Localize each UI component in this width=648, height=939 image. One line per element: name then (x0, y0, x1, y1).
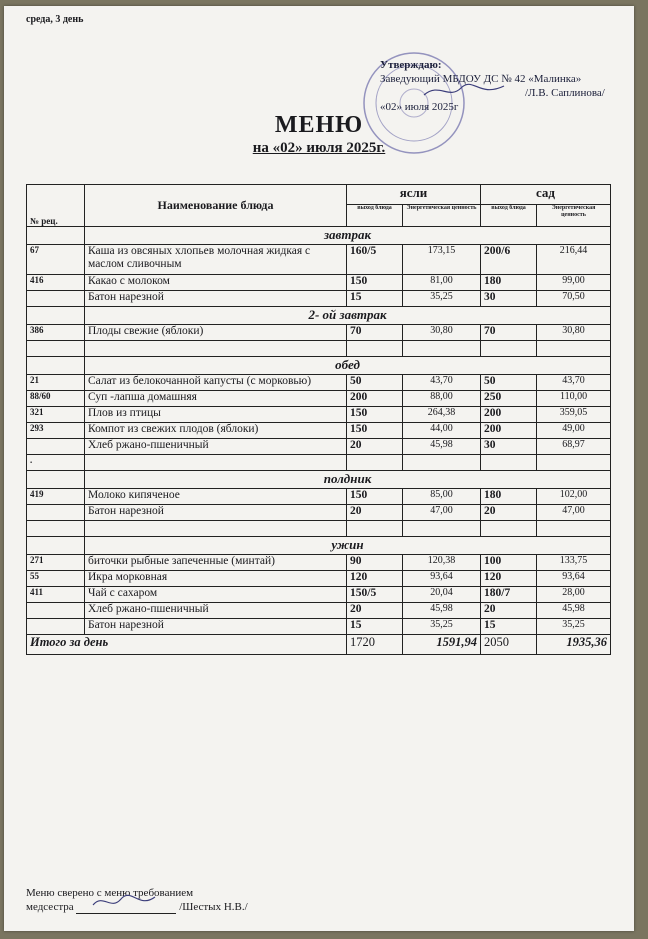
energy-nursery: 44,00 (403, 423, 481, 439)
recipe-number (27, 341, 85, 357)
energy-nursery: 45,98 (403, 439, 481, 455)
dish-name: Плов из птицы (85, 407, 347, 423)
section-rec-cell (27, 357, 85, 375)
table-row (27, 505, 611, 521)
recipe-number: 21 (27, 375, 85, 391)
dish-name: Какао с молоком (85, 275, 347, 291)
dish-name: Плоды свежие (яблоки) (85, 325, 347, 341)
section-row (27, 357, 611, 375)
recipe-number: 271 (27, 555, 85, 571)
yield-kindergarten: 30 (481, 439, 537, 455)
yield-nursery: 20 (347, 505, 403, 521)
approval-name: /Л.В. Саплинова/ (525, 87, 605, 99)
recipe-number: 88/60 (27, 391, 85, 407)
energy-kindergarten: 43,70 (537, 375, 611, 391)
section-title: ужин (85, 537, 611, 555)
approval-title: Утверждаю: (380, 59, 442, 71)
energy-kindergarten (537, 521, 611, 537)
table-row (27, 407, 611, 423)
table-row (27, 375, 611, 391)
header-nursery: ясли (347, 185, 481, 205)
yield-kindergarten: 20 (481, 505, 537, 521)
recipe-number (27, 619, 85, 635)
energy-kindergarten: 70,50 (537, 291, 611, 307)
section-rec-cell (27, 307, 85, 325)
energy-nursery: 47,00 (403, 505, 481, 521)
total-yield-kindergarten: 2050 (481, 635, 537, 655)
header-rec: № рец. (27, 185, 85, 227)
section-rec-cell (27, 537, 85, 555)
total-label: Итого за день (27, 635, 347, 655)
energy-nursery: 35,25 (403, 291, 481, 307)
yield-nursery: 90 (347, 555, 403, 571)
section-rec-cell (27, 471, 85, 489)
yield-kindergarten: 180/7 (481, 587, 537, 603)
yield-kindergarten: 250 (481, 391, 537, 407)
dish-name: биточки рыбные запеченные (минтай) (85, 555, 347, 571)
section-title: 2- ой завтрак (85, 307, 611, 325)
table-row (27, 439, 611, 455)
yield-kindergarten: 70 (481, 325, 537, 341)
recipe-number (27, 291, 85, 307)
energy-kindergarten: 68,97 (537, 439, 611, 455)
table-row (27, 521, 611, 537)
energy-kindergarten: 49,00 (537, 423, 611, 439)
energy-kindergarten: 133,75 (537, 555, 611, 571)
yield-nursery: 150 (347, 423, 403, 439)
table-row (27, 423, 611, 439)
table-row (27, 341, 611, 357)
director-signature-icon (419, 80, 509, 102)
yield-nursery (347, 341, 403, 357)
footer-note: Меню сверено с меню требованием (26, 887, 194, 899)
yield-nursery: 15 (347, 619, 403, 635)
energy-nursery: 20,04 (403, 587, 481, 603)
energy-nursery: 43,70 (403, 375, 481, 391)
recipe-number: 55 (27, 571, 85, 587)
nurse-signature-icon (89, 893, 159, 911)
dish-name (85, 341, 347, 357)
section-rec-cell (27, 227, 85, 245)
energy-nursery: 30,80 (403, 325, 481, 341)
yield-nursery: 50 (347, 375, 403, 391)
total-yield-nursery: 1720 (347, 635, 403, 655)
yield-nursery: 120 (347, 571, 403, 587)
yield-kindergarten: 100 (481, 555, 537, 571)
energy-nursery (403, 341, 481, 357)
recipe-number: 386 (27, 325, 85, 341)
footer-nurse-label: медсестра (26, 901, 74, 913)
recipe-number: 293 (27, 423, 85, 439)
yield-kindergarten: 200 (481, 407, 537, 423)
dish-name: Каша из овсяных хлопьев молочная жидкая с маслом сливочным (85, 245, 347, 275)
section-row (27, 307, 611, 325)
footer-nurse-name: /Шестых Н.В./ (179, 901, 248, 913)
dish-name: Чай с сахаром (85, 587, 347, 603)
nurse-signature-line (76, 913, 176, 914)
energy-nursery: 264,38 (403, 407, 481, 423)
energy-kindergarten: 359,05 (537, 407, 611, 423)
recipe-number (27, 439, 85, 455)
yield-kindergarten: 180 (481, 489, 537, 505)
energy-nursery: 35,25 (403, 619, 481, 635)
energy-kindergarten: 35,25 (537, 619, 611, 635)
yield-kindergarten: 15 (481, 619, 537, 635)
total-row (27, 635, 611, 655)
energy-nursery: 45,98 (403, 603, 481, 619)
recipe-number: 321 (27, 407, 85, 423)
energy-kindergarten: 99,00 (537, 275, 611, 291)
yield-kindergarten: 50 (481, 375, 537, 391)
yield-nursery (347, 521, 403, 537)
header-dish: Наименование блюда (85, 185, 347, 227)
dish-name: Хлеб ржано-пшеничный (85, 439, 347, 455)
recipe-number (27, 521, 85, 537)
dish-name: Салат из белокочанной капусты (с морковью) (85, 375, 347, 391)
energy-kindergarten: 28,00 (537, 587, 611, 603)
yield-kindergarten (481, 455, 537, 471)
table-row (27, 619, 611, 635)
energy-kindergarten: 216,44 (537, 245, 611, 275)
energy-nursery (403, 455, 481, 471)
energy-nursery: 173,15 (403, 245, 481, 275)
table-row (27, 391, 611, 407)
approval-date: «02» июля 2025г (380, 101, 459, 113)
dish-name: Батон нарезной (85, 291, 347, 307)
yield-kindergarten: 30 (481, 291, 537, 307)
table-row (27, 455, 611, 471)
menu-sheet (4, 6, 634, 931)
subheader-yield: выход блюда (481, 205, 537, 227)
table-row (27, 245, 611, 275)
section-row (27, 227, 611, 245)
yield-kindergarten: 20 (481, 603, 537, 619)
yield-nursery: 70 (347, 325, 403, 341)
yield-kindergarten: 200 (481, 423, 537, 439)
recipe-number: . (27, 455, 85, 471)
recipe-number (27, 505, 85, 521)
dish-name: Батон нарезной (85, 619, 347, 635)
table-row (27, 489, 611, 505)
subheader-yield: выход блюда (347, 205, 403, 227)
table-row (27, 275, 611, 291)
subheader-energy: Энергетическая ценность (537, 205, 611, 227)
yield-kindergarten: 180 (481, 275, 537, 291)
energy-kindergarten: 93,64 (537, 571, 611, 587)
section-row (27, 471, 611, 489)
table-row (27, 291, 611, 307)
energy-nursery (403, 521, 481, 537)
header-kindergarten: сад (481, 185, 611, 205)
dish-name: Суп -лапша домашняя (85, 391, 347, 407)
page-subtitle: на «02» июля 2025г. (252, 140, 386, 156)
dish-name: Молоко кипяченое (85, 489, 347, 505)
table-row (27, 587, 611, 603)
yield-nursery: 150/5 (347, 587, 403, 603)
subheader-energy: Энергетическая ценность (403, 205, 481, 227)
yield-nursery: 15 (347, 291, 403, 307)
yield-nursery: 150 (347, 275, 403, 291)
dish-name: Компот из свежих плодов (яблоки) (85, 423, 347, 439)
section-title: полдник (85, 471, 611, 489)
yield-kindergarten: 200/6 (481, 245, 537, 275)
yield-kindergarten (481, 341, 537, 357)
recipe-number: 416 (27, 275, 85, 291)
energy-nursery: 85,00 (403, 489, 481, 505)
energy-nursery: 81,00 (403, 275, 481, 291)
dish-name: Хлеб ржано-пшеничный (85, 603, 347, 619)
yield-nursery (347, 455, 403, 471)
energy-kindergarten: 110,00 (537, 391, 611, 407)
section-title: завтрак (85, 227, 611, 245)
energy-kindergarten: 30,80 (537, 325, 611, 341)
dish-name: Батон нарезной (85, 505, 347, 521)
total-energy-nursery: 1591,94 (403, 635, 481, 655)
dish-name (85, 455, 347, 471)
yield-nursery: 20 (347, 603, 403, 619)
recipe-number: 67 (27, 245, 85, 275)
table-row (27, 555, 611, 571)
yield-nursery: 160/5 (347, 245, 403, 275)
recipe-number: 411 (27, 587, 85, 603)
energy-kindergarten: 47,00 (537, 505, 611, 521)
energy-nursery: 88,00 (403, 391, 481, 407)
recipe-number (27, 603, 85, 619)
energy-kindergarten (537, 341, 611, 357)
energy-nursery: 93,64 (403, 571, 481, 587)
table-row (27, 325, 611, 341)
menu-table (26, 184, 611, 655)
yield-kindergarten: 120 (481, 571, 537, 587)
energy-kindergarten: 102,00 (537, 489, 611, 505)
table-row (27, 571, 611, 587)
energy-kindergarten (537, 455, 611, 471)
approval-position: Заведующий МБДОУ ДС № 42 «Малинка» (380, 73, 582, 85)
yield-nursery: 200 (347, 391, 403, 407)
yield-kindergarten (481, 521, 537, 537)
section-row (27, 537, 611, 555)
page-title: МЕНЮ (274, 112, 364, 138)
day-label: среда, 3 день (26, 14, 84, 25)
dish-name: Икра морковная (85, 571, 347, 587)
energy-kindergarten: 45,98 (537, 603, 611, 619)
table-row (27, 603, 611, 619)
energy-nursery: 120,38 (403, 555, 481, 571)
total-energy-kindergarten: 1935,36 (537, 635, 611, 655)
section-title: обед (85, 357, 611, 375)
yield-nursery: 20 (347, 439, 403, 455)
recipe-number: 419 (27, 489, 85, 505)
dish-name (85, 521, 347, 537)
yield-nursery: 150 (347, 407, 403, 423)
yield-nursery: 150 (347, 489, 403, 505)
